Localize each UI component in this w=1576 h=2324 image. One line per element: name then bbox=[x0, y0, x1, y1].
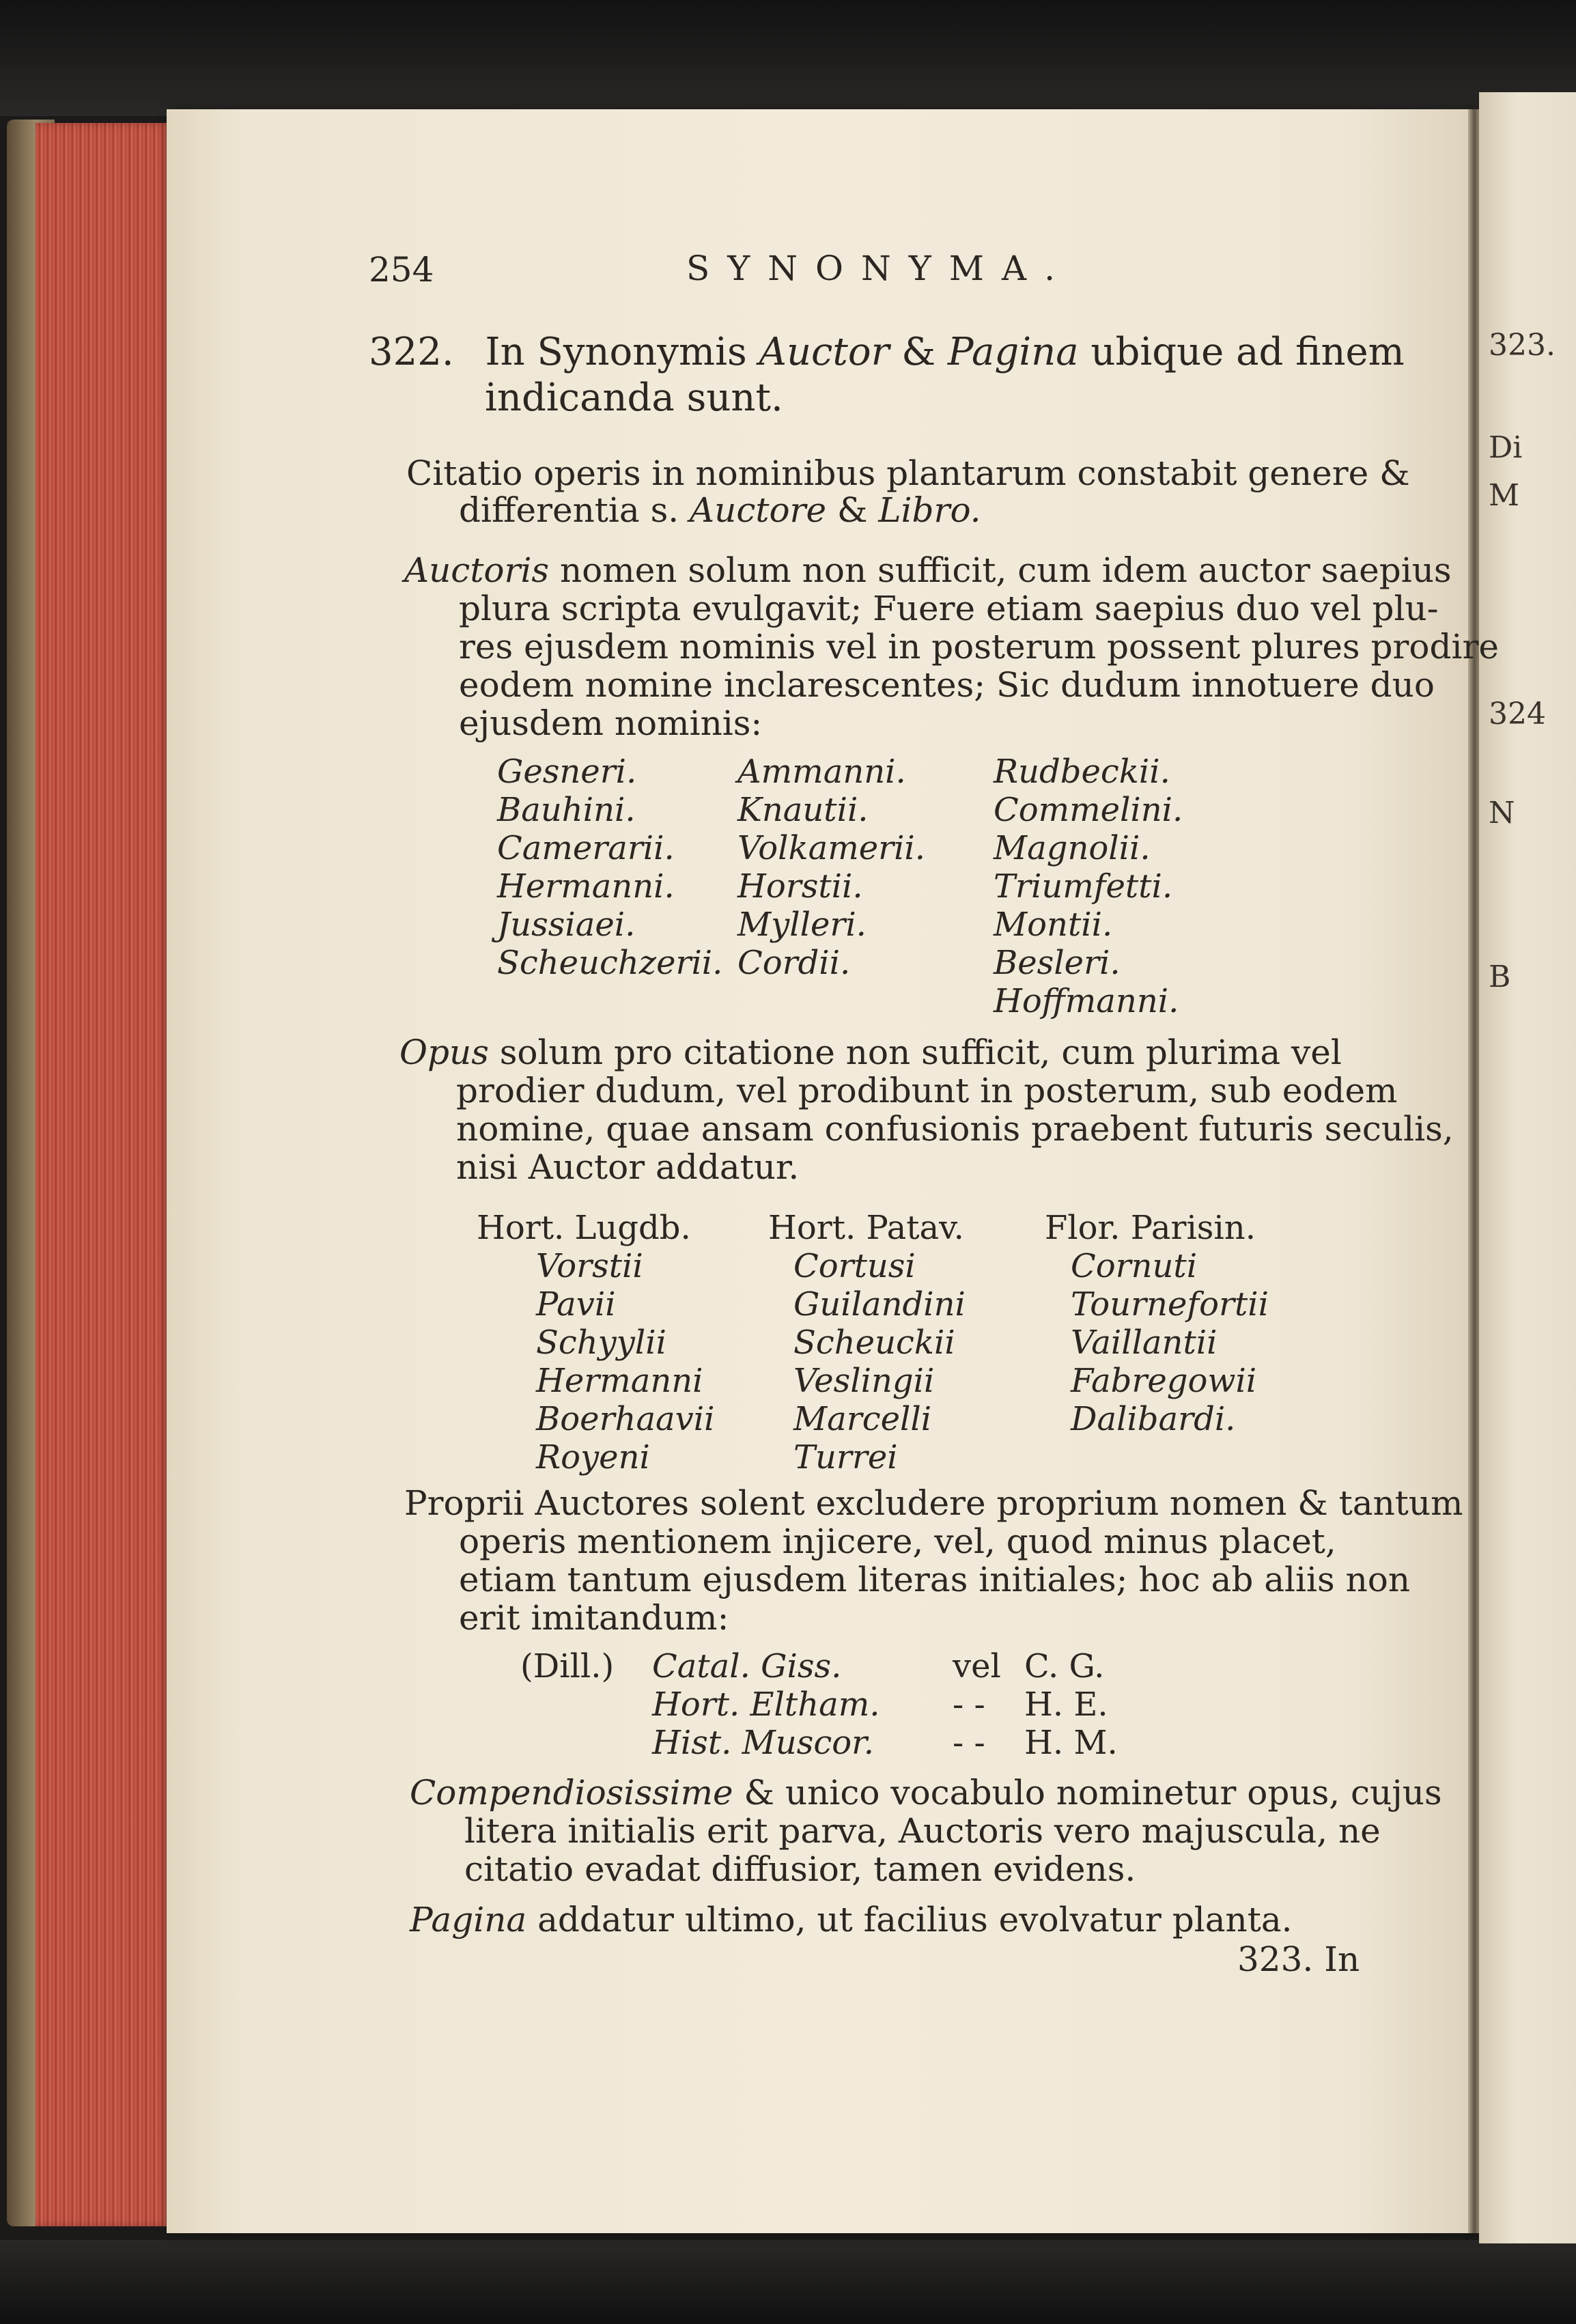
compendio-line1: Compendiosissime & unico vocabulo nominetur opus, cujus bbox=[410, 1773, 1442, 1812]
right-page-fragment: M bbox=[1489, 478, 1520, 513]
author-name: Gesneri. bbox=[497, 753, 637, 791]
author-name: Besleri. bbox=[994, 944, 1121, 982]
author-name: Montii. bbox=[994, 906, 1113, 944]
hortus-author: Boerhaavii bbox=[536, 1400, 715, 1438]
compendio-line2: litera initialis erit parva, Auctoris vero majuscula, ne bbox=[464, 1811, 1381, 1851]
author-name: Camerarii. bbox=[497, 829, 675, 867]
author-name: Bauhini. bbox=[497, 791, 636, 829]
section-number: 322. bbox=[369, 330, 454, 374]
author-name: Jussiaei. bbox=[497, 906, 636, 944]
author-name: Knautii. bbox=[737, 791, 869, 829]
author-name: Mylleri. bbox=[737, 906, 867, 944]
hortus-author: Fabregowii bbox=[1071, 1362, 1257, 1400]
hortus-head-1: Hort. Lugdb. bbox=[477, 1209, 691, 1247]
author-name: Cordii. bbox=[737, 944, 851, 982]
background-bottom bbox=[0, 2240, 1576, 2324]
right-page-fragment: 323. bbox=[1489, 328, 1556, 363]
hortus-col2 bbox=[793, 1247, 966, 1476]
dill-sep: vel bbox=[953, 1647, 1001, 1685]
author-name: Triumfetti. bbox=[994, 867, 1173, 906]
proprii-line1: Proprii Auctores solent excludere proprium nomen & tantum bbox=[404, 1483, 1463, 1523]
hortus-author: Guilandini bbox=[793, 1285, 966, 1324]
dill-sep: - - bbox=[953, 1685, 985, 1724]
right-page-fragment: Di bbox=[1489, 430, 1523, 465]
authors-col2 bbox=[737, 753, 925, 982]
auctoris-line1: Auctoris nomen solum non sufficit, cum idem auctor saepius bbox=[404, 550, 1452, 590]
dill-abbr: H. E. bbox=[1024, 1685, 1108, 1724]
author-name: Commelini. bbox=[994, 791, 1183, 829]
dill-work: Hort. Eltham. bbox=[652, 1685, 880, 1724]
hortus-author: Cornuti bbox=[1071, 1247, 1198, 1285]
author-name: Scheuchzerii. bbox=[497, 944, 723, 982]
hortus-head-3: Flor. Parisin. bbox=[1045, 1209, 1256, 1247]
author-name: Hoffmanni. bbox=[994, 982, 1179, 1020]
proprii-line2: operis mentionem injicere, vel, quod minus placet, bbox=[459, 1522, 1336, 1561]
proprii-line4: erit imitandum: bbox=[459, 1598, 729, 1638]
dill-label: (Dill.) bbox=[520, 1647, 615, 1685]
hortus-author: Tournefortii bbox=[1071, 1285, 1269, 1324]
hortus-author: Marcelli bbox=[793, 1400, 932, 1438]
section-heading-line1: 322. In Synonymis Auctor & Pagina ubique ad finem bbox=[369, 330, 1405, 374]
author-name: Hermanni. bbox=[497, 867, 675, 906]
opus-line4: nisi Auctor addatur. bbox=[456, 1147, 800, 1187]
hortus-author: Scheuckii bbox=[793, 1324, 955, 1362]
dill-works bbox=[652, 1647, 880, 1762]
hortus-head-2: Hort. Patav. bbox=[768, 1209, 964, 1247]
opus-line3: nomine, quae ansam confusionis praebent futuris seculis, bbox=[456, 1109, 1454, 1149]
proprii-line3: etiam tantum ejusdem literas initiales; hoc ab aliis non bbox=[459, 1560, 1411, 1599]
author-name: Horstii. bbox=[737, 867, 863, 906]
dill-sep: - - bbox=[953, 1724, 985, 1762]
auctoris-line2: plura scripta evulgavit; Fuere etiam saepius duo vel plu- bbox=[459, 589, 1439, 628]
author-name: Magnolii. bbox=[994, 829, 1151, 867]
running-title: SYNONYMA. bbox=[686, 249, 1073, 288]
author-name: Rudbeckii. bbox=[994, 753, 1170, 791]
right-page-fragment: N bbox=[1489, 796, 1515, 830]
auctoris-line5: ejusdem nominis: bbox=[459, 703, 763, 743]
book-page-right bbox=[1479, 92, 1576, 2243]
dill-abbr: H. M. bbox=[1024, 1724, 1118, 1762]
authors-col1 bbox=[497, 753, 722, 982]
page-number: 254 bbox=[369, 250, 434, 290]
section-heading-line2: indicanda sunt. bbox=[485, 376, 783, 420]
hortus-author: Cortusi bbox=[793, 1247, 916, 1285]
red-page-edges bbox=[36, 123, 171, 2226]
background-top bbox=[0, 0, 1576, 116]
dill-abbr: C. G. bbox=[1024, 1647, 1105, 1685]
hortus-author: Vorstii bbox=[536, 1247, 643, 1285]
right-page-fragment: 324 bbox=[1489, 697, 1546, 731]
author-name: Ammanni. bbox=[737, 753, 906, 791]
opus-line1: Opus solum pro citatione non sufficit, cum plurima vel bbox=[399, 1033, 1342, 1072]
hortus-author: Schyylii bbox=[536, 1324, 666, 1362]
catchword: 323. In bbox=[1237, 1940, 1360, 1979]
citatio-line1: Citatio operis in nominibus plantarum constabit genere & bbox=[406, 453, 1410, 493]
dill-work: Hist. Muscor. bbox=[652, 1724, 875, 1762]
hortus-author: Turrei bbox=[793, 1438, 898, 1476]
citatio-line2: differentia s. Auctore & Libro. bbox=[459, 490, 981, 530]
opus-line2: prodier dudum, vel prodibunt in posterum, sub eodem bbox=[456, 1071, 1398, 1110]
hortus-author: Hermanni bbox=[536, 1362, 703, 1400]
author-name: Volkamerii. bbox=[737, 829, 926, 867]
dill-abbrs bbox=[1024, 1647, 1118, 1762]
dill-work: Catal. Giss. bbox=[652, 1647, 842, 1685]
auctoris-line4: eodem nomine inclarescentes; Sic dudum innotuere duo bbox=[459, 665, 1435, 705]
pagina-line: Pagina addatur ultimo, ut facilius evolvatur planta. bbox=[410, 1900, 1293, 1940]
compendio-line3: citatio evadat diffusior, tamen evidens. bbox=[464, 1849, 1136, 1889]
hortus-author: Royeni bbox=[536, 1438, 650, 1476]
hortus-author: Pavii bbox=[536, 1285, 616, 1324]
hortus-author: Dalibardi. bbox=[1071, 1400, 1236, 1438]
hortus-col3 bbox=[1071, 1247, 1269, 1438]
hortus-author: Vaillantii bbox=[1071, 1324, 1218, 1362]
auctoris-line3: res ejusdem nominis vel in posterum possent plures prodire bbox=[459, 627, 1499, 667]
right-page-fragment: B bbox=[1489, 960, 1511, 994]
authors-col3 bbox=[994, 753, 1183, 1020]
dill-seps bbox=[953, 1647, 1001, 1762]
hortus-author: Veslingii bbox=[793, 1362, 935, 1400]
hortus-col1 bbox=[536, 1247, 715, 1476]
